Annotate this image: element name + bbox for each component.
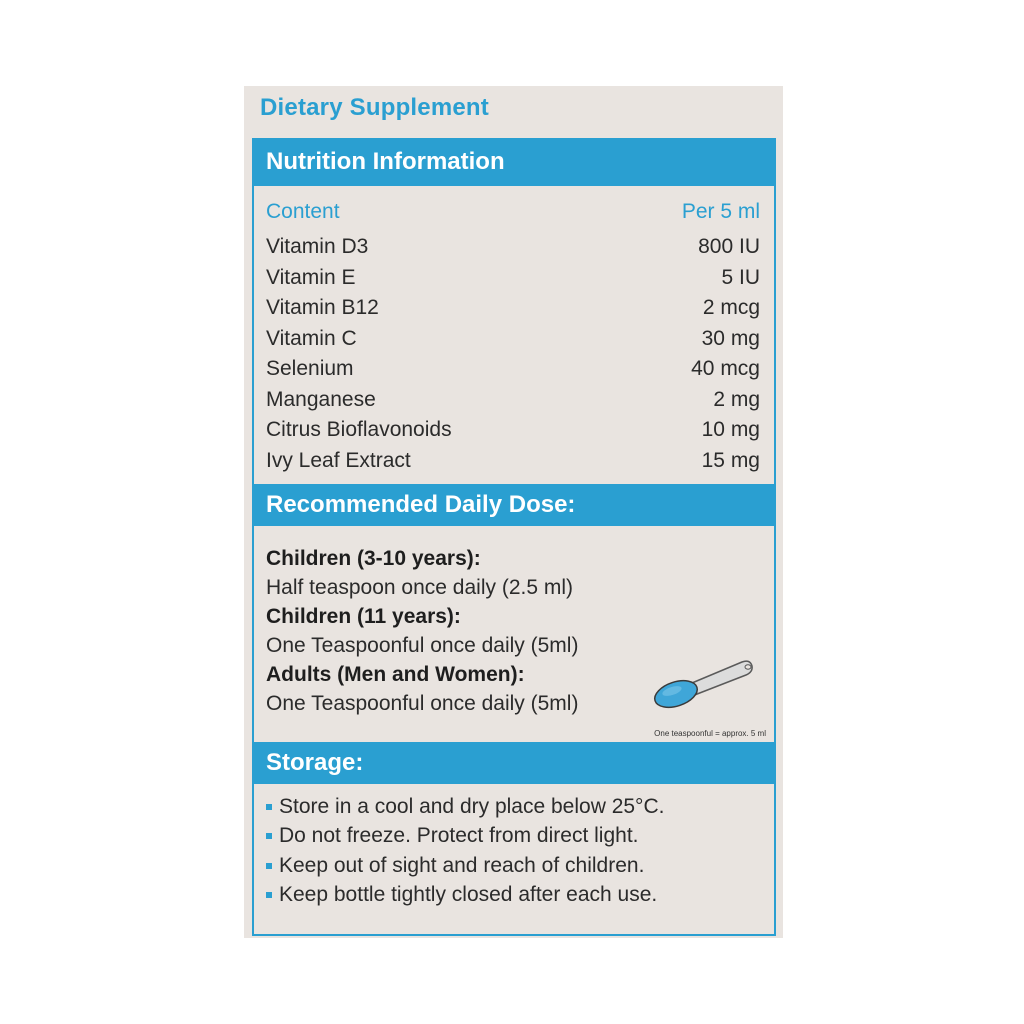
nutrient-amount: 2 mg bbox=[713, 387, 760, 411]
nutrient-name: Citrus Bioflavonoids bbox=[266, 418, 452, 441]
bullet-icon bbox=[266, 833, 272, 839]
nutrient-amount: 10 mg bbox=[701, 418, 760, 441]
supplement-label-card bbox=[244, 86, 783, 938]
bullet-icon bbox=[266, 863, 272, 869]
storage-text: Do not freeze. Protect from direct light. bbox=[279, 824, 639, 848]
bullet-icon bbox=[266, 804, 272, 810]
nutrient-name: Vitamin C bbox=[266, 326, 357, 350]
nutrition-section bbox=[252, 138, 776, 486]
dose-section bbox=[252, 484, 776, 744]
label-title: Dietary Supplement bbox=[260, 94, 489, 121]
column-content: Content bbox=[266, 200, 340, 223]
nutrient-name: Vitamin B12 bbox=[266, 296, 379, 319]
storage-section bbox=[252, 742, 776, 936]
spoon-note: One teaspoonful = approx. 5 ml bbox=[654, 729, 766, 738]
column-per-5ml: Per 5 ml bbox=[681, 200, 760, 223]
nutrient-name: Vitamin E bbox=[266, 265, 356, 289]
table-row bbox=[254, 446, 774, 477]
table-row bbox=[254, 232, 774, 263]
nutrient-amount: 30 mg bbox=[701, 326, 760, 350]
storage-list bbox=[254, 784, 774, 910]
nutrient-name: Ivy Leaf Extract bbox=[266, 448, 411, 472]
table-row bbox=[254, 263, 774, 294]
dose-body bbox=[254, 526, 774, 744]
list-item bbox=[266, 822, 762, 852]
table-row bbox=[254, 293, 774, 324]
dose-heading: Recommended Daily Dose: bbox=[254, 486, 774, 526]
nutrient-name: Manganese bbox=[266, 387, 376, 411]
measuring-spoon-icon bbox=[652, 652, 762, 716]
nutrient-amount: 2 mcg bbox=[702, 296, 760, 319]
storage-text: Keep out of sight and reach of children. bbox=[279, 853, 645, 877]
list-item bbox=[266, 792, 762, 822]
nutrient-amount: 40 mcg bbox=[691, 357, 760, 380]
table-row bbox=[254, 385, 774, 416]
nutrient-name: Selenium bbox=[266, 357, 354, 380]
nutrition-heading: Nutrition Information bbox=[254, 140, 774, 186]
table-row bbox=[254, 354, 774, 385]
storage-text: Store in a cool and dry place below 25°C. bbox=[279, 794, 665, 818]
table-row bbox=[254, 324, 774, 355]
nutrient-amount: 800 IU bbox=[698, 235, 760, 258]
storage-text: Keep bottle tightly closed after each use. bbox=[279, 883, 658, 907]
list-item bbox=[266, 881, 762, 911]
dose-group-label: Children (3-10 years): bbox=[266, 547, 481, 570]
dose-group-label: Adults (Men and Women): bbox=[266, 663, 525, 686]
nutrient-amount: 15 mg bbox=[701, 448, 760, 472]
dose-group-text: One Teaspoonful once daily (5ml) bbox=[266, 634, 579, 657]
dose-group-text: One Teaspoonful once daily (5ml) bbox=[266, 692, 579, 715]
nutrition-table-header bbox=[254, 198, 774, 226]
dose-group-text: Half teaspoon once daily (2.5 ml) bbox=[266, 576, 573, 599]
table-row bbox=[254, 415, 774, 446]
nutrient-amount: 5 IU bbox=[721, 265, 760, 289]
list-item bbox=[266, 851, 762, 881]
bullet-icon bbox=[266, 892, 272, 898]
storage-heading: Storage: bbox=[254, 744, 774, 784]
dose-group-label: Children (11 years): bbox=[266, 605, 461, 628]
nutrient-name: Vitamin D3 bbox=[266, 235, 369, 258]
